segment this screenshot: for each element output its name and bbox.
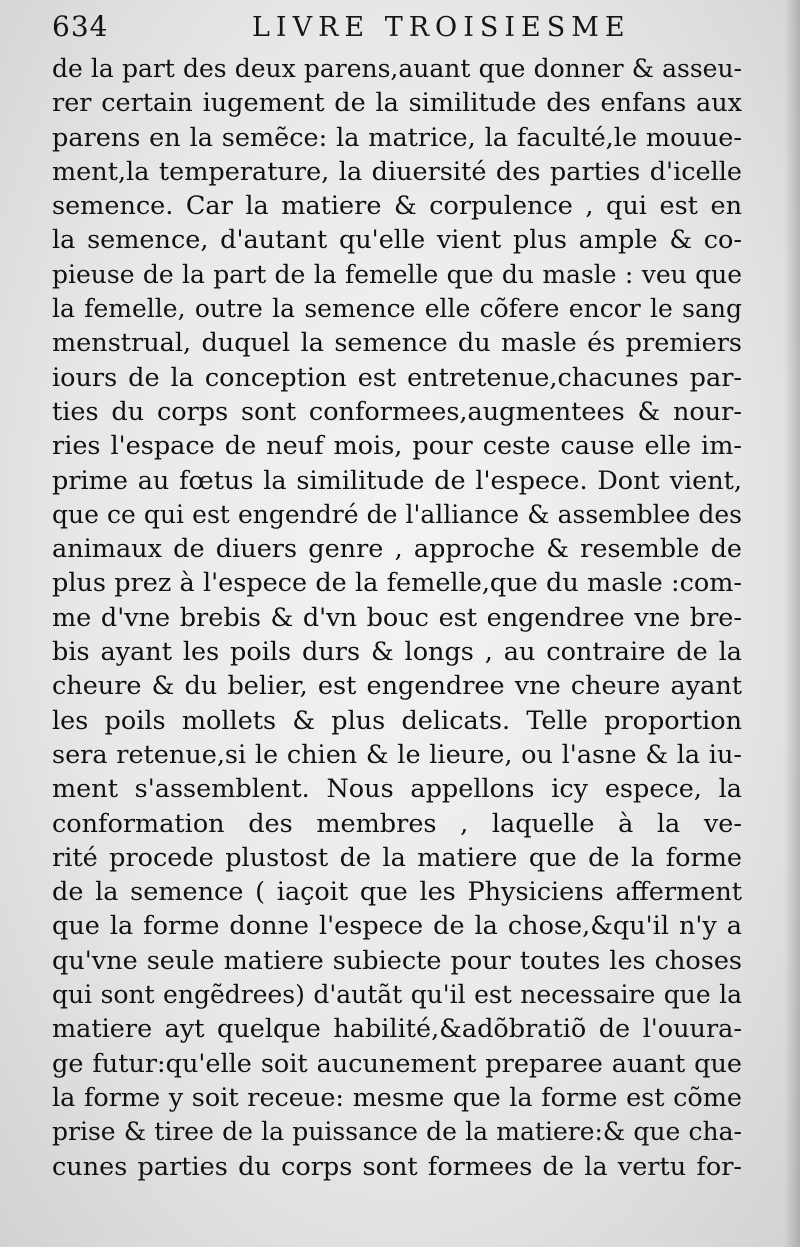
page-number: 634 [52, 10, 109, 43]
text-line: me d'vne brebis & d'vn bouc est engendree vne bre- [52, 602, 742, 633]
text-line: iours de la conception est entretenue,chacunes par- [52, 362, 742, 393]
text-line: prime au fœtus la similitude de l'espece. Dont vient, [52, 465, 742, 496]
text-line: animaux de diuers genre , approche & resemble de [52, 534, 742, 565]
text-line: cheure & du belier, est engendree vne cheure ayant [52, 671, 742, 702]
text-line: ge futur:qu'elle soit aucunement preparee auant que [52, 1048, 742, 1079]
text-line: qu'vne seule matiere subiecte pour toutes les choses [52, 945, 742, 976]
text-line: menstrual, duquel la semence du masle és premiers [52, 328, 742, 359]
text-line: ries l'espace de neuf mois, pour ceste cause elle im- [52, 431, 742, 462]
text-line: rer certain iugement de la similitude des enfans aux [52, 88, 742, 119]
text-line: qui sont engẽdrees) d'autãt qu'il est necessaire que la [52, 980, 742, 1010]
text-line: conformation des membres , laquelle à la ve- [52, 808, 742, 839]
text-line: ment,la temperature, la diuersité des parties d'icelle [52, 156, 742, 187]
text-line: cunes parties du corps sont formees de la vertu for- [52, 1151, 742, 1182]
text-line: sera retenue,si le chien & le lieure, ou l'asne & la iu- [52, 739, 742, 770]
text-line: de la semence ( iaçoit que les Physiciens afferment [52, 877, 742, 908]
text-line: semence. Car la matiere & corpulence , qui est en [52, 191, 742, 222]
running-title: LIVRE TROISIESME [252, 12, 631, 43]
text-line: pieuse de la part de la femelle que du masle : veu que [52, 259, 742, 289]
text-line: rité procede plustost de la matiere que de la forme [52, 842, 742, 873]
text-line: matiere ayt quelque habilité,&adõbratiõ de l'ouura- [52, 1014, 742, 1045]
text-line: que ce qui est engendré de l'alliance & assemblee des [52, 499, 742, 529]
text-line: la femelle, outre la semence elle cõfere encor le sang [52, 294, 742, 324]
text-line: prise & tiree de la puissance de la matiere:& que cha- [52, 1117, 742, 1147]
text-line: bis ayant les poils durs & longs , au contraire de la [52, 637, 742, 668]
text-line: la semence, d'autant qu'elle vient plus ample & co- [52, 225, 742, 256]
text-line: plus prez à l'espece de la femelle,que du masle :com- [52, 568, 742, 599]
text-line: que la forme donne l'espece de la chose,&qu'il n'y a [52, 911, 742, 942]
text-line: la forme y soit receue: mesme que la forme est cõme [52, 1082, 742, 1113]
body-text [52, 52, 742, 1184]
text-line: ties du corps sont conformees,augmentees & nour- [52, 396, 742, 427]
text-line: parens en la semẽce: la matrice, la faculté,le mouue- [52, 122, 742, 153]
text-line: de la part des deux parens,auant que donner & asseu- [52, 54, 742, 83]
text-line: ment s'assemblent. Nous appellons icy espece, la [52, 774, 742, 805]
running-head [52, 10, 748, 54]
page-edge-shadow [784, 0, 800, 1247]
text-line: les poils mollets & plus delicats. Telle proportion [52, 705, 742, 736]
